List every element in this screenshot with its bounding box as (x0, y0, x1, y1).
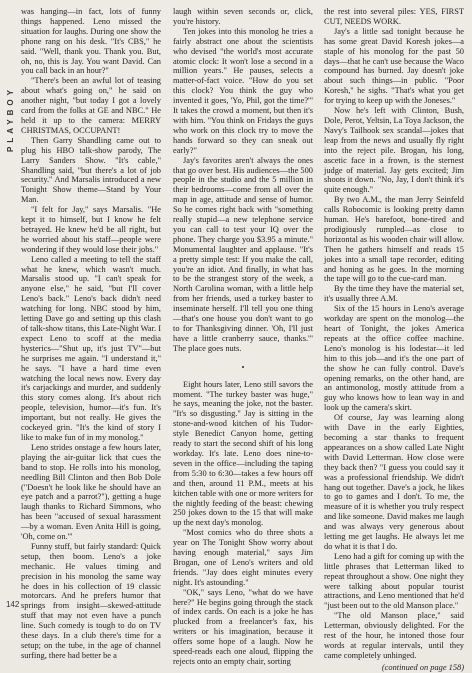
continued-note: (continued on page 158) (381, 662, 464, 672)
paragraph: Jay's a little sad tonight because he has some great David Koresh jokes—a staple of his monolog for the past 50 days—that he can't use because the Waco compound has burned. Jay doesn't joke about such things—in public. "Poor Koresh," he sighs. "That's what you get for trying to keep up with the Joneses." (324, 26, 464, 106)
paragraph: Then Garry Shandling came out to plug his HBO talk-show parody, The Larry Sanders Show. "It's cable," Shandling said, "but there's a lot of job security." And Marsalis introduced a new Tonight Show theme—Stand by Your Man. (21, 135, 161, 205)
text-column-1 (21, 7, 161, 661)
paragraph: "I felt for Jay," says Marsalis. "He kept it to himself, but I know he felt betrayed. He knew he'd be all right, but he worried about his staff—people were wondering if they would lose their jobs." (21, 205, 161, 254)
paragraph: "Most comics who do three shots a year on The Tonight Show worry about having enough material," says Jim Brogan, one of Leno's writers and old friends. "Jay does eight minutes every night. It's astounding." (173, 528, 313, 587)
paragraph: Leno had a gift for coming up with the little phrases that Letterman liked to repeat throughout a show. One night they were talking about popular tourist attractions, and Leno mentioned that he'd "just been out to the old Manson place." (324, 551, 464, 611)
paragraph: By two A.M., the man Jerry Seinfeld calls Robocomic is looking pretty damn human. He's barefoot, bone-tired and prodigiously rumpled—as close to horizontal as his wooden chair will allow. Then he gathers himself and reads 15 jokes into a small tape recorder, editing and honing as he goes. In the morning the tape will go to the cue-card man. (324, 195, 464, 284)
paragraph: Now he's left with Clinton, Bush, Dole, Perot, Yeltsin, La Toya Jackson, the Navy's Tailhook sex scandal—jokes that leap from the news and usually fly right into the reject pile. Brogan, his long, ascetic face in a frown, is the sternest judge of material. Jay gets excited; Jim shoots it down. "No, Jay, I don't think it's quite enough." (324, 106, 464, 195)
running-head: PLAYBOY (6, 86, 15, 152)
paragraph: Leno called a meeting to tell the staff what he knew, which wasn't much. Marsalis stood up. "I can't speak for anyone else," he said, "but I'll cover Leno's back." Leno's back didn't need watching for long. NBC stood by him, letting Dave go and setting up this clash of talk-show titans, this Late-Night War. I expect Leno to scoff at the media hysterics—"Shut up, it's just TV"—but he surprises me again. "I understand it," he says. "I have a hard time even watching the local news now. Every day it's carjackings and murder, and suddenly this story comes along. It's about rich people, television, humor—it's fun. It's important, but not really. He gives the cockeyed grin. "It's the kind of story I like to make fun of in my monolog." (21, 254, 161, 442)
paragraph: laugh within seven seconds or, click, you're history. (173, 7, 313, 26)
text-column-2 (173, 7, 313, 667)
paragraph: Leno strides onstage a few hours later, playing the air-guitar lick that cues the band to stop. He rolls into his monolog, needling Bill Clinton and then Bob Dole ("Doesn't he look like he should have an eye patch and a parrot?"), getting a huge laugh thanks to Richard Simmons, who has been "accused of sexual harassment—by a woman. Even Anita Hill is going, 'Oh, come on.'" (21, 442, 161, 542)
paragraph: By the time they have the material set, it's usually three A.M. (324, 284, 464, 304)
page-number: 142 (6, 600, 20, 609)
text-column-3 (324, 7, 464, 673)
paragraph: Of course, Jay was learning along with Dave in the early Eighties, becoming a star thanks to frequent appearances on a show called Late Night with David Letterman. How close were they back then? "I guess you could say it was a professional friendship. We didn't hang out together. Dave's a jock, he likes to go to games and I don't. To me, the measure of it is whether you truly respect and like someone. David makes me laugh and was always very generous about letting me get laughs. He always let me do what it is that I do. (324, 413, 464, 551)
paragraph: was hanging—in fact, lots of funny things happened. Leno missed the situation for laughs. During one show the phone rang on his desk. "It's CBS," he said. "Well, thank you. Thank you. But, oh, no, this is Jay. You want David. Can you call back in an hour?" (21, 7, 161, 76)
paragraph: "The old Manson place," said Letterman, obviously delighted. For the rest of the hour, he intoned those four words at regular intervals, until they came completely unhinged. (324, 611, 464, 660)
paragraph: Funny stuff, but fairly standard: Quick setup, then boom. Leno's a joke mechanic. He values timing and precision in his monolog the same way he does in his collection of 19 classic motorcars. And he prefers humor that springs from insight—skewed-attitude stuff that may not even have a punch line. Such comedy is tough to do on TV these days. In a club there's time for a setup; on the tube, in the age of channel surfing, there had better be a (21, 541, 161, 660)
section-break-bullet: • (241, 362, 245, 372)
paragraph: the rest into several piles: YES, FIRST CUT, NEEDS WORK. (324, 7, 464, 26)
paragraph: "There's been an awful lot of teasing about what's going on," he said on another night, "but today I got a lovely card from the folks at GE and NBC." He held it up to the camera: MERRY CHRISTMAS, OCCUPANT! (21, 76, 161, 135)
paragraph: Six of the 15 hours in Leno's average workday are spent on the monolog—the heart of Tonight, the jokes America repeats at the office coffee machine. Leno's monolog is his lodestar—it led him to this job—and it's the one part of the show he can fully control. Dave's opening remarks, on the other hand, are an antimonolog, mostly attitude from a guy who knows how to lean way in and look up the camera's skirt. (324, 304, 464, 413)
paragraph: Jay's favorites aren't always the ones that go over best. His audiences—the 500 people in the studio and the 5 million in their bedrooms—come from all over the map in age, attitude and sense of humor. So he comes right back with "something really stupid—a new telephone service you can call to test your IQ over the phone. They charge you $3.95 a minute." Monumental laughter and applause. "It's a pretty simple test: If you make the call, you're an idiot. And finally, in what has to be the strangest story of the week, a North Carolina woman, with a little help from her friends, used a turkey baster to inseminate herself. I'll tell you one thing—that's one house you don't want to go to for Thanksgiving dinner. 'Oh, I'll just have a little cranberry sauce, thanks.'" The place goes nuts. (173, 155, 313, 353)
paragraph: Ten jokes into this monolog he tries a fairly abstract one about the scientists who devised "the world's most accurate atomic clock: It won't lose a second in a million years." He pauses, selects a matter-of-fact voice. "How do you set this clock? You think the guy who invented it goes, 'Yo, Phil, got the time?'" It takes the crowd a moment, but then it's with him. "You think on Fridays the guys who work on this clock try to move the hands forward so they can sneak out early?" (173, 26, 313, 155)
paragraph: "OK," says Leno, "what do we have here?" He begins going through the stack of index cards. On each is a joke he has plucked from a freelancer's fax, his writers or his imagination, because it offers some hope of a laugh. Now he speed-reads each one aloud, flipping the rejects onto an empty chair, sorting (173, 587, 313, 666)
paragraph: Eight hours later, Leno still savors the moment. "The turkey baster was huge," he says, meaning the joke, not the baster. "It's so disgusting." Jay is sitting in the stone-and-wood kitchen of his Tudor-style Benedict Canyon home, getting ready to start the second shift of his long workday. It's late. Leno does nine-to-seven in the office—including the taping from 5:30 to 6:30—takes a few hours off and then, around 11 P.M., meets at his kitchen table with one or more writers for the nightly feeding of the beast: chewing 250 jokes down to the 15 that will make up the next day's monolog. (173, 379, 313, 528)
